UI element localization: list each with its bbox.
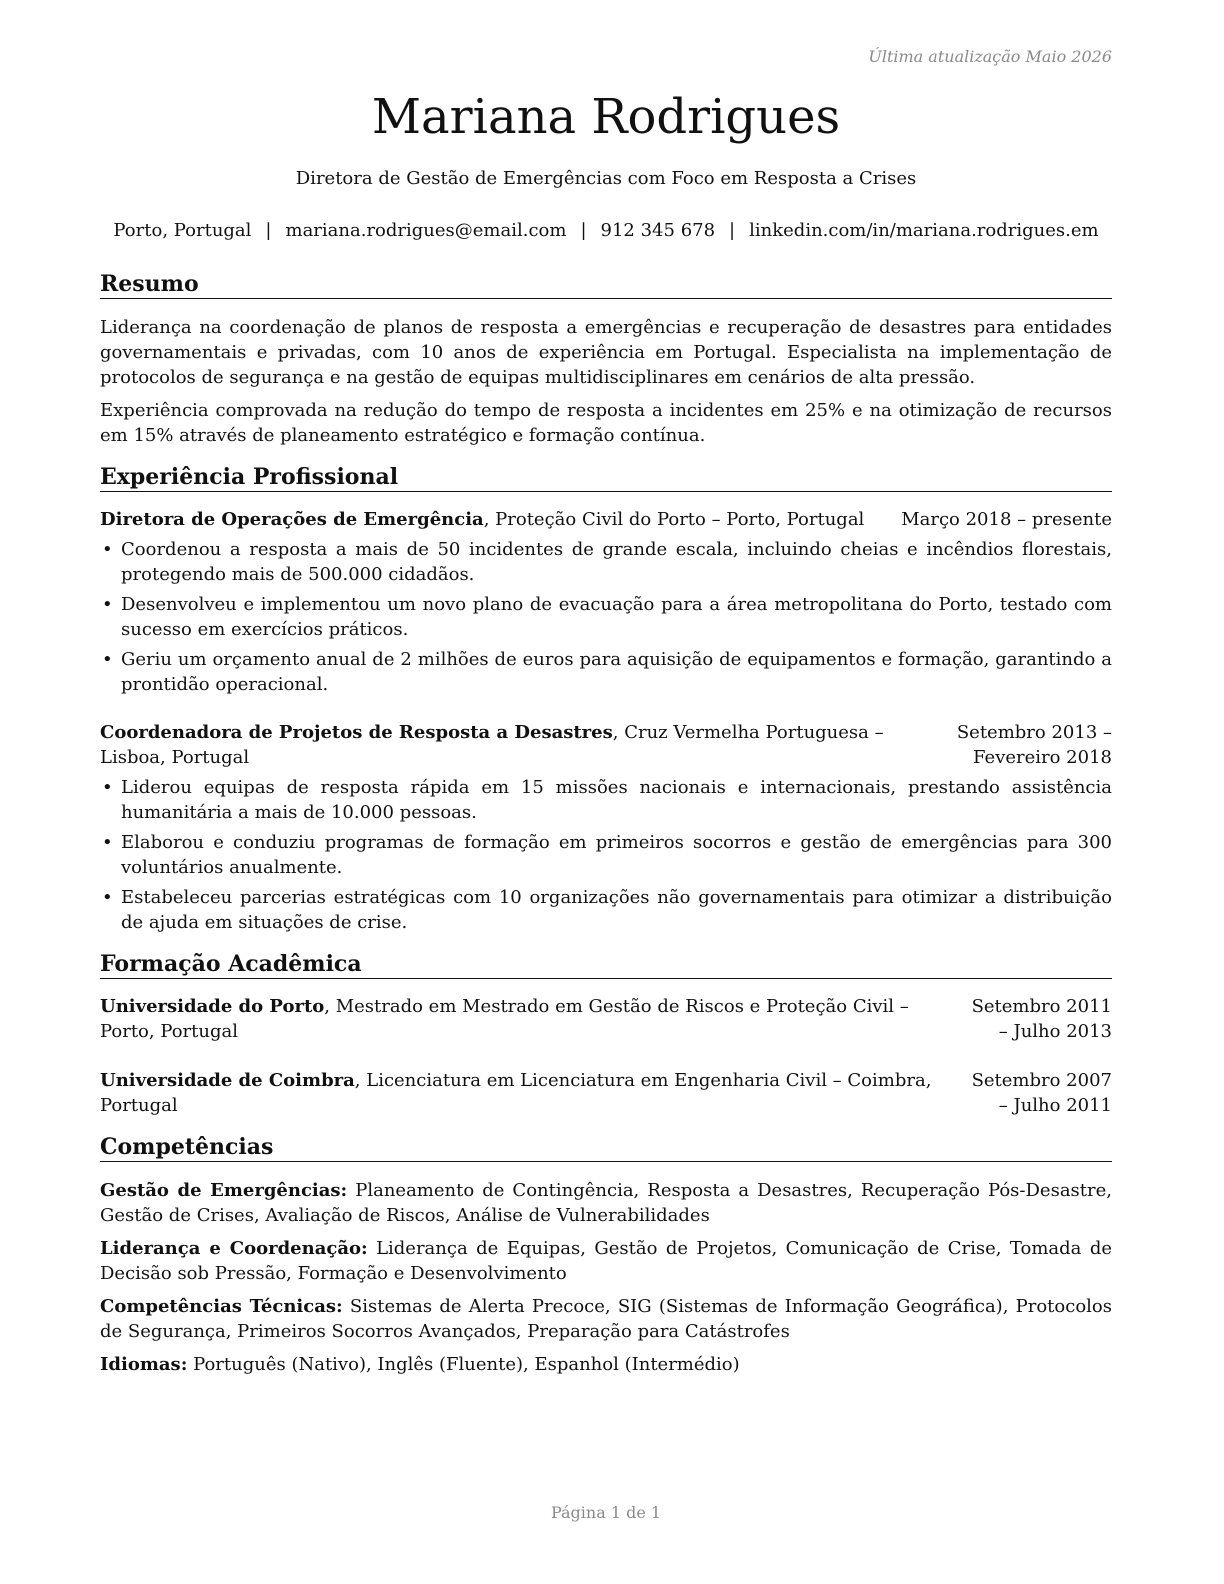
contact-phone: 912 345 678 <box>600 220 716 241</box>
job-bullets <box>100 775 1112 935</box>
contact-line <box>100 218 1112 243</box>
skill-label: Liderança e Coordenação: <box>100 1238 368 1259</box>
contact-linkedin[interactable]: linkedin.com/in/mariana.rodrigues.em <box>749 220 1099 241</box>
section-title-summary: Resumo <box>100 270 1112 299</box>
education-school: Universidade do Porto <box>100 996 325 1017</box>
skill-value: Planeamento de Contingência, Resposta a Desastres, Recuperação Pós-Desastre, Gestão de Crises, Avaliação de Riscos, Análise de Vulnerabilidades <box>100 1180 1112 1226</box>
list-item: • Coordenou a resposta a mais de 50 incidentes de grande escala, incluindo cheias e incêndios florestais, protegendo mais de 500.000 cidadãos. <box>102 539 1112 585</box>
job-dates: Setembro 2013 – Fevereiro 2018 <box>956 722 1112 768</box>
bullet-icon: • <box>102 887 113 908</box>
bullet-icon: • <box>102 649 113 670</box>
contact-separator: | <box>580 220 587 241</box>
skill-label: Competências Técnicas: <box>100 1296 343 1317</box>
candidate-name: Mariana Rodrigues <box>371 89 841 145</box>
contact-email[interactable]: mariana.rodrigues@email.com <box>285 220 567 241</box>
skill-value: Liderança de Equipas, Gestão de Projetos, Comunicação de Crise, Tomada de Decisão sob Pressão, Formação e Desenvolvimento <box>100 1238 1112 1284</box>
section-title-experience: Experiência Profissional <box>100 463 1112 492</box>
contact-separator: | <box>265 220 272 241</box>
summary-paragraph: Liderança na coordenação de planos de resposta a emergências e recuperação de desastres para entidades governamentais e privadas, com 10 anos de experiência em Portugal. Especialista na implementação de protocolos de segurança e na gestão de equipas multidisciplinares em cenários de alta pressão. <box>100 317 1112 388</box>
job-role: Diretora de Operações de Emergência <box>100 509 484 530</box>
job-title-line <box>100 507 901 532</box>
summary-paragraph: Experiência comprovada na redução do tempo de resposta a incidentes em 25% e na otimização de recursos em 15% através de planeamento estratégico e formação contínua. <box>100 400 1112 446</box>
education-dates: Setembro 2007 – Julho 2011 <box>971 1070 1112 1116</box>
education-detail: , Licenciatura em Licenciatura em Engenharia Civil – Coimbra, Portugal <box>100 1070 932 1116</box>
job-entry <box>100 720 1112 940</box>
job-header <box>100 507 1112 532</box>
education-school: Universidade de Coimbra <box>100 1070 355 1091</box>
headline: Diretora de Gestão de Emergências com Foco em Resposta a Crises <box>295 168 917 189</box>
education-entry <box>100 1068 1112 1118</box>
last-updated: Última atualização Maio 2026 <box>868 47 1112 66</box>
skill-group <box>100 1294 1112 1344</box>
skills-block <box>100 1178 1112 1385</box>
job-title-line <box>100 720 906 770</box>
skill-group <box>100 1352 1112 1377</box>
bullet-icon: • <box>102 777 113 798</box>
list-item: • Liderou equipas de resposta rápida em 15 missões nacionais e internacionais, prestando assistência humanitária a mais de 10.000 pessoas. <box>102 777 1112 823</box>
skill-group <box>100 1236 1112 1286</box>
list-item: • Estabeleceu parcerias estratégicas com 10 organizações não governamentais para otimizar a distribuição de ajuda em situações de crise. <box>102 887 1112 933</box>
skill-group <box>100 1178 1112 1228</box>
education-line <box>100 994 962 1044</box>
education-detail: , Mestrado em Mestrado em Gestão de Riscos e Proteção Civil – Porto, Portugal <box>100 996 909 1042</box>
education-entry <box>100 994 1112 1044</box>
job-entry <box>100 507 1112 702</box>
bullet-icon: • <box>102 539 113 560</box>
contact-location: Porto, Portugal <box>113 220 252 241</box>
skill-value: Sistemas de Alerta Precoce, SIG (Sistemas de Informação Geográfica), Protocolos de Segurança, Primeiros Socorros Avançados, Preparação para Catástrofes <box>100 1296 1113 1342</box>
skill-label: Idiomas: <box>100 1354 188 1375</box>
job-header <box>100 720 1112 770</box>
section-title-skills: Competências <box>100 1133 1112 1162</box>
job-role: Coordenadora de Projetos de Resposta a Desastres <box>100 722 613 743</box>
bullet-icon: • <box>102 832 113 853</box>
education-dates: Setembro 2011 – Julho 2013 <box>971 996 1112 1042</box>
list-item: • Elaborou e conduziu programas de formação em primeiros socorros e gestão de emergências para 300 voluntários anualmente. <box>102 832 1112 878</box>
summary-block <box>100 315 1112 448</box>
job-org: , Proteção Civil do Porto – Porto, Portugal <box>483 509 865 530</box>
section-title-education: Formação Acadêmica <box>100 950 1112 979</box>
list-item: • Geriu um orçamento anual de 2 milhões de euros para aquisição de equipamentos e formação, garantindo a prontidão operacional. <box>102 649 1112 695</box>
page-number: Página 1 de 1 <box>550 1503 662 1522</box>
list-item: • Desenvolveu e implementou um novo plano de evacuação para a área metropolitana do Porto, testado com sucesso em exercícios práticos. <box>102 594 1112 640</box>
job-bullets <box>100 537 1112 697</box>
contact-separator: | <box>729 220 736 241</box>
job-dates: Março 2018 – presente <box>901 509 1112 530</box>
skill-value: Português (Nativo), Inglês (Fluente), Espanhol (Intermédio) <box>187 1354 740 1375</box>
bullet-icon: • <box>102 594 113 615</box>
education-line <box>100 1068 962 1118</box>
skill-label: Gestão de Emergências: <box>100 1180 348 1201</box>
job-org: , Cruz Vermelha Portuguesa – Lisboa, Portugal <box>100 722 884 768</box>
